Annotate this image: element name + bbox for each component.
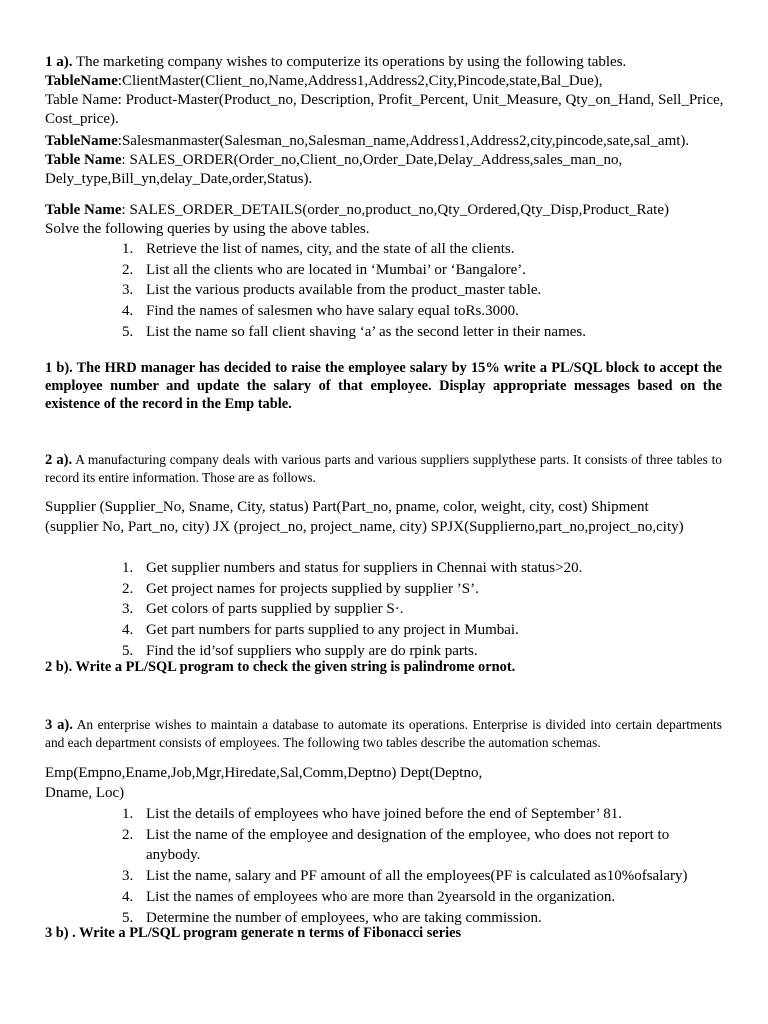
q2a-query-list: [0, 558, 720, 662]
q1a-intro: 1 a). The marketing company wishes to computerize its operations by using the following tables.: [45, 54, 627, 70]
q3a-schema: [45, 763, 722, 804]
list-item: 2. List all the clients who are located in ‘Mumbai’ or ‘Bangalore’.: [122, 261, 527, 278]
q3a-intro: 3 a). An enterprise wishes to maintain a database to automate its operations. Enterprise is divided into certain departments and each department consists of employees. The following two tables describe the automation schemas.: [45, 717, 722, 750]
q3a-schema-line-1: Emp(Empno,Ename,Job,Mgr,Hiredate,Sal,Comm,Deptno) Dept(Deptno,: [45, 765, 483, 781]
q1a-details-block: [45, 201, 722, 239]
list-item: 1. Retrieve the list of names, city, and the state of all the clients.: [122, 241, 515, 257]
list-item: 1. Get supplier numbers and status for suppliers in Chennai with status>20.: [122, 560, 583, 576]
q1a-table-sales-order-details: Table Name: SALES_ORDER_DETAILS(order_no,product_no,Qty_Ordered,Qty_Disp,Product_Rate): [45, 202, 670, 218]
list-item: 3. List the various products available from the product_master table.: [122, 282, 542, 299]
list-item: 4. List the names of employees who are more than 2yearsold in the organization.: [122, 888, 616, 905]
list-item: 2. List the name of the employee and designation of the employee, who does not report to anybody.: [122, 826, 670, 864]
q1a-table-product: Table Name: Product-Master(Product_no, Description, Profit_Percent, Unit_Measure, Qty_on_Hand, Sell_Price, Cost_price).: [45, 92, 724, 127]
q1a-query-list: [0, 239, 720, 343]
q1a-block: [45, 53, 722, 129]
q1a-table-sales-order: Table Name: SALES_ORDER(Order_no,Client_no,Order_Date,Delay_Address,sales_man_no, Dely_type,Bill_yn,delay_Date,order,Status).: [45, 152, 623, 187]
q2a-intro: 2 a). A manufacturing company deals with various parts and various suppliers supplythese parts. It consists of three tables to record its entire information. Those are as follows.: [45, 452, 722, 485]
q3b-text: 3 b) . Write a PL/SQL program generate n terms of Fibonacci series: [45, 925, 462, 941]
q1b-text: 1 b). The HRD manager has decided to raise the employee salary by 15% write a PL/SQL block to accept the employee number and update the salary of that employee. Display appropriate messages based on the existence of the record in the Emp table.: [45, 360, 722, 412]
list-item: 3. Get colors of parts supplied by supplier S·.: [122, 601, 404, 618]
q1a-table-salesman: TableName:Salesmanmaster(Salesman_no,Salesman_name,Address1,Address2,city,pincode,sate,sal_amt).: [45, 133, 690, 149]
q1a-solve-instruction: Solve the following queries by using the above tables.: [45, 221, 370, 237]
list-item: 2. Get project names for projects supplied by supplier ’S’.: [122, 580, 479, 597]
q2a-schema: Supplier (Supplier_No, Sname, City, status) Part(Part_no, pname, color, weight, city, cost) Shipment (supplier No, Part_no, city) JX (project_no, project_name, city) SPJX(Supplierno,part_no,project_no,city): [45, 499, 684, 536]
list-item: 5. Determine the number of employees, who are taking commission.: [122, 909, 542, 926]
list-item: 3. List the name, salary and PF amount of all the employees(PF is calculated as10%ofsalary): [122, 868, 688, 885]
list-item: 1. List the details of employees who have joined before the end of September’ 81.: [122, 806, 622, 822]
list-item: 4. Get part numbers for parts supplied to any project in Mumbai.: [122, 622, 519, 639]
q1a-tables-block: [45, 132, 722, 189]
list-item: 5. Find the id’sof suppliers who supply are do rpink parts.: [122, 642, 478, 659]
q1a-table-client: TableName:ClientMaster(Client_no,Name,Address1,Address2,City,Pincode,state,Bal_Due),: [45, 73, 603, 89]
q3a-query-list: [0, 804, 720, 928]
q2b-text: 2 b). Write a PL/SQL program to check the given string is palindrome ornot.: [45, 659, 516, 675]
list-item: 4. Find the names of salesmen who have salary equal toRs.3000.: [122, 303, 519, 320]
q3a-schema-line-2: Dname, Loc): [45, 785, 125, 802]
list-item: 5. List the name so fall client shaving ‘a’ as the second letter in their names.: [122, 323, 586, 340]
